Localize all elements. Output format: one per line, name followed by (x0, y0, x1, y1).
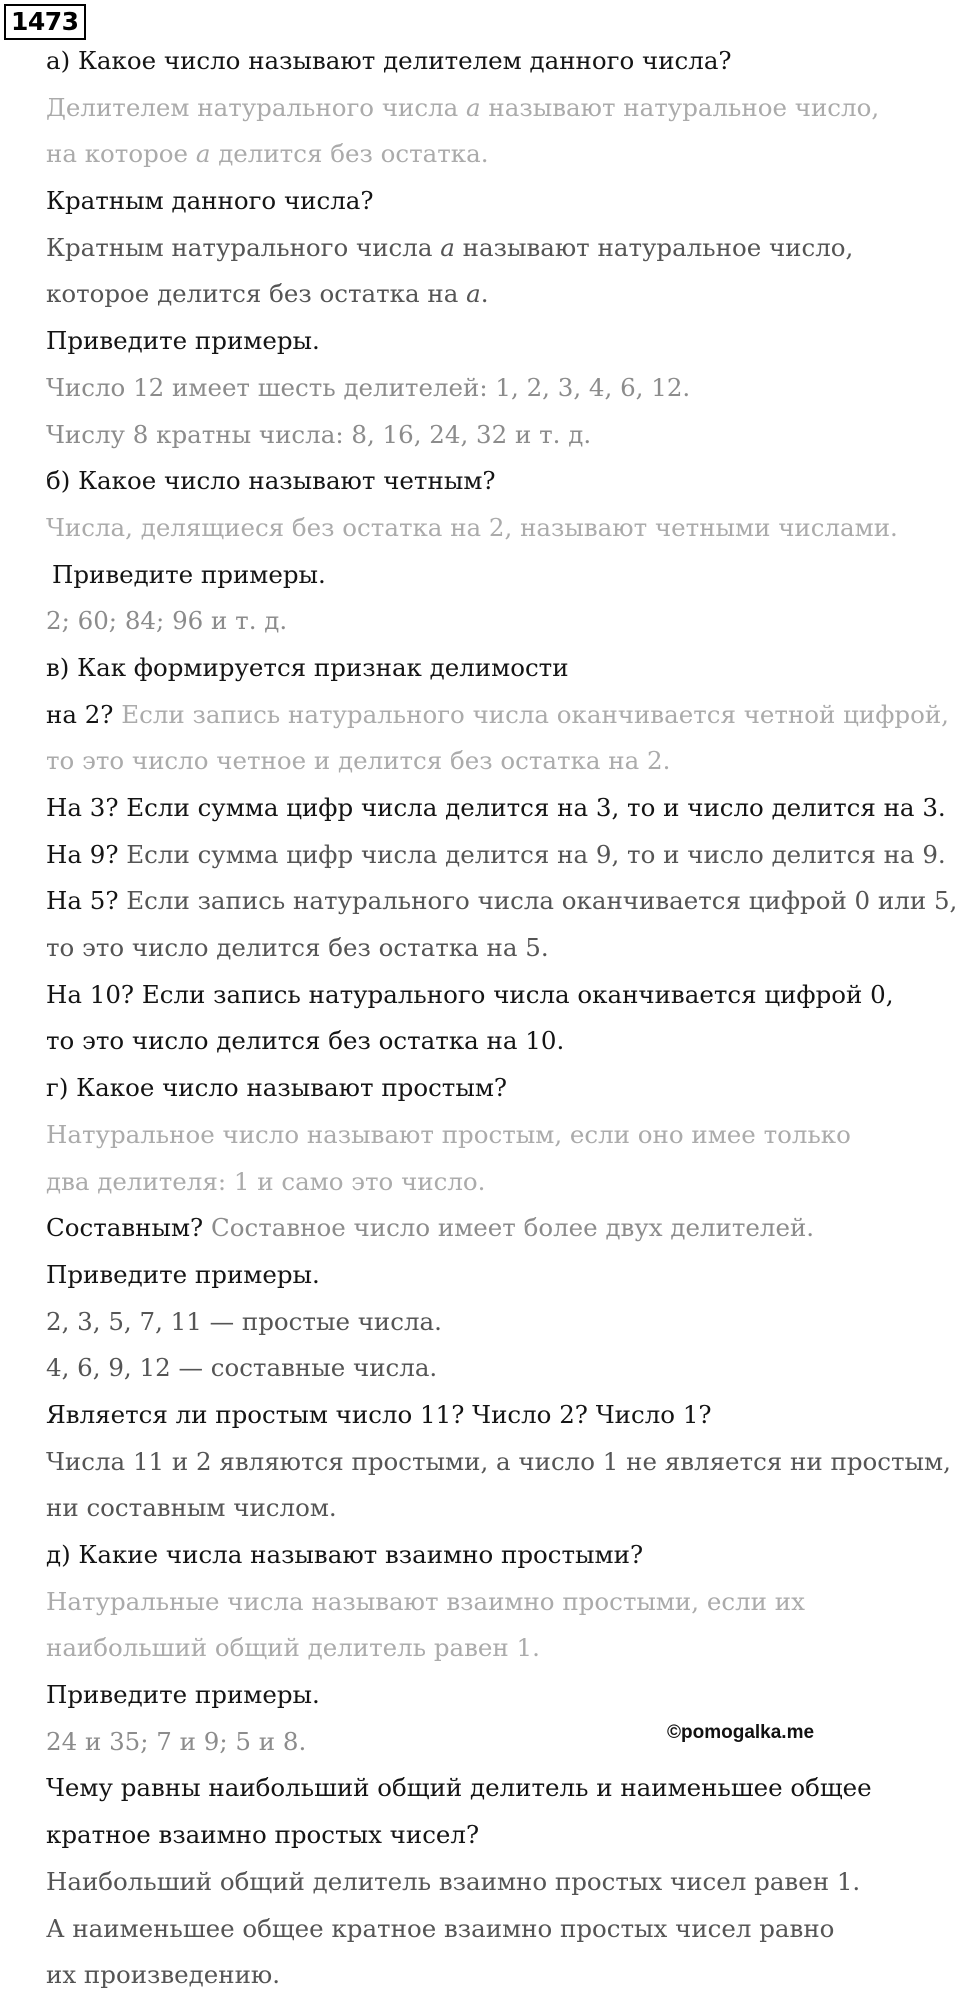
line-answer-text: Если сумма цифр числа делится на 9, то и число делится на 9. (126, 839, 946, 869)
text-line (46, 178, 960, 225)
text-line (46, 925, 960, 972)
text-line (46, 692, 960, 739)
text-line (46, 505, 960, 552)
line-text: Приведите примеры. (46, 326, 320, 356)
line-text: д) Какие числа называют взаимно простыми? (46, 1540, 644, 1569)
text-line (46, 552, 960, 599)
line-text: в) Как формируется признак делимости (46, 652, 569, 682)
line-text: Кратным данного числа? (46, 186, 374, 216)
line-text: 2, 3, 5, 7, 11 — простые числа. (46, 1306, 442, 1336)
line-text: наибольший общий делитель равен 1. (46, 1633, 540, 1663)
line-answer-text: Составное число имеет более двух делителей. (211, 1213, 815, 1243)
text-line (46, 225, 960, 272)
text-line (46, 1579, 960, 1626)
watermark: ©pomogalka.me (667, 1722, 815, 1743)
text-line (46, 1765, 960, 1812)
text-line (46, 365, 960, 412)
text-line (46, 1485, 960, 1532)
text-line (46, 1812, 960, 1859)
text-line (46, 131, 960, 178)
line-text: то это число делится без остатка на 10. (46, 1026, 565, 1056)
line-text: которое делится без остатка на a. (46, 279, 489, 309)
text-line (46, 271, 960, 318)
line-text: 24 и 35; 7 и 9; 5 и 8. (46, 1726, 307, 1756)
text-line (46, 458, 960, 505)
text-line (46, 598, 960, 645)
line-text: Число 12 имеет шесть делителей: 1, 2, 3, 4, 6, 12. (46, 372, 691, 402)
text-line (46, 1859, 960, 1906)
line-text: а) Какое число называют делителем данного числа? (46, 46, 732, 75)
text-line (46, 1299, 960, 1346)
problem-number: 1473 (4, 4, 86, 40)
text-line (46, 38, 960, 85)
text-line (46, 1625, 960, 1672)
line-text: Числу 8 кратны числа: 8, 16, 24, 32 и т. д. (46, 419, 592, 449)
line-text: Делителем натурального числа a называют натуральное число, (46, 92, 880, 122)
line-text: на которое a делится без остатка. (46, 139, 489, 169)
line-text: На 5? (46, 886, 119, 916)
line-text: 4, 6, 9, 12 — составные числа. (46, 1353, 438, 1383)
text-line (46, 1672, 960, 1719)
line-text: на 2? (46, 699, 114, 729)
text-line (46, 1065, 960, 1112)
text-line (46, 1112, 960, 1159)
line-text: На 3? (46, 793, 119, 822)
line-text: Приведите примеры. (52, 559, 326, 589)
line-text: На 10? (46, 979, 135, 1009)
text-line (46, 318, 960, 365)
line-text: Числа, делящиеся без остатка на 2, называют четными числами. (46, 512, 898, 542)
line-text: 2; 60; 84; 96 и т. д. (46, 606, 288, 636)
text-line (46, 1532, 960, 1579)
line-text: Приведите примеры. (46, 1680, 320, 1710)
text-line (46, 645, 960, 692)
line-text: На 9? (46, 839, 119, 869)
text-line (46, 85, 960, 132)
text-line (46, 785, 960, 832)
text-line (46, 412, 960, 459)
line-text: ни составным числом. (46, 1493, 337, 1523)
line-text: г) Какое число называют простым? (46, 1073, 508, 1103)
text-line (46, 1252, 960, 1299)
line-gap (134, 980, 142, 1009)
line-text: Приведите примеры. (46, 1259, 320, 1289)
line-answer-text: Если сумма цифр числа делится на 3, то и число делится на 3. (126, 793, 946, 822)
line-text: Натуральные числа называют взаимно простыми, если их (46, 1586, 805, 1616)
line-text: два делителя: 1 и само это число. (46, 1166, 486, 1196)
text-line (46, 1906, 960, 1953)
text-line (46, 1719, 960, 1766)
text-line (46, 972, 960, 1019)
line-answer-text: Если запись натурального числа оканчивается четной цифрой, (121, 699, 949, 729)
text-line (46, 1952, 960, 1999)
line-text: кратное взаимно простых чисел? (46, 1820, 480, 1850)
line-text: Чему равны наибольший общий делитель и наименьшее общее (46, 1773, 872, 1803)
line-text: Является ли простым число 11? Число 2? Число 1? (46, 1399, 712, 1429)
line-text: Натуральное число называют простым, если оно имее только (46, 1119, 851, 1149)
text-line (46, 1439, 960, 1486)
line-text: их произведению. (46, 1960, 281, 1990)
line-text: б) Какое число называют четным? (46, 466, 496, 496)
line-text: А наименьшее общее кратное взаимно простых чисел равно (46, 1913, 835, 1943)
text-line (46, 878, 960, 925)
line-text: Наибольший общий делитель взаимно простых чисел равен 1. (46, 1866, 861, 1896)
text-line (46, 1345, 960, 1392)
line-gap (203, 1213, 211, 1242)
text-line (46, 1205, 960, 1252)
text-line (46, 832, 960, 879)
text-line (46, 738, 960, 785)
text-line (46, 1159, 960, 1206)
line-answer-text: Если запись натурального числа оканчивается цифрой 0, (141, 979, 894, 1009)
text-line (46, 1018, 960, 1065)
line-answer-text: Если запись натурального числа оканчивается цифрой 0 или 5, (126, 886, 958, 916)
line-text: Кратным натурального числа a называют натуральное число, (46, 232, 854, 262)
line-text: то это число делится без остатка на 5. (46, 933, 549, 963)
line-text: Числа 11 и 2 являются простыми, а число 1 не является ни простым, (46, 1446, 951, 1476)
line-text: Составным? (46, 1213, 204, 1243)
solution-text (46, 38, 960, 1999)
text-line (46, 1392, 960, 1439)
line-text: то это число четное и делится без остатка на 2. (46, 746, 671, 776)
